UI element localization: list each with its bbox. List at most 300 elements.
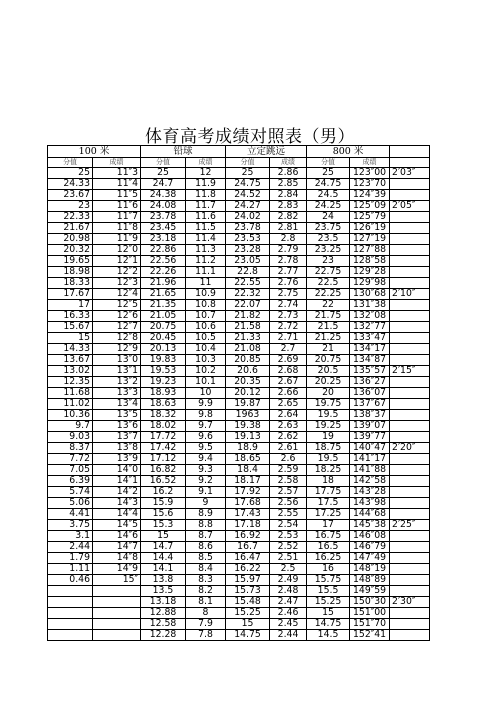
result-shot: 10.1: [186, 377, 226, 388]
score-shot: 15.3: [141, 520, 186, 531]
result-800m: 142″58: [350, 476, 390, 487]
score-100m: 11.68: [48, 388, 93, 399]
result-jump: 2.76: [270, 278, 307, 289]
result-jump: 2.65: [270, 399, 307, 410]
result-800m: 139″07: [350, 421, 390, 432]
table-row: [48, 388, 430, 399]
result-800m: 138″37: [350, 410, 390, 421]
result-shot: 11: [186, 278, 226, 289]
result-800m: 125″09: [350, 201, 390, 212]
subheader-row: [48, 158, 430, 168]
score-shot: 18.93: [141, 388, 186, 399]
result-800m: 125″79: [350, 212, 390, 223]
result-shot: 8: [186, 608, 226, 619]
result-800m: 150″30: [350, 597, 390, 608]
result-800m: 126″19: [350, 223, 390, 234]
table-row: [48, 355, 430, 366]
table-row: [48, 300, 430, 311]
score-100m: 4.41: [48, 509, 93, 520]
result-100m: 14″4: [93, 509, 141, 520]
score-jump: 17.18: [226, 520, 270, 531]
score-800m: 23.25: [307, 245, 350, 256]
score-jump: 25: [226, 168, 270, 179]
score-100m: 3.75: [48, 520, 93, 531]
note-800m: [390, 553, 430, 564]
result-shot: 11.9: [186, 179, 226, 190]
score-jump: 17.68: [226, 498, 270, 509]
result-800m: 149″59: [350, 586, 390, 597]
table-row: [48, 619, 430, 630]
table-row: [48, 344, 430, 355]
result-800m: 151″00: [350, 608, 390, 619]
result-jump: 2.86: [270, 168, 307, 179]
result-shot: 11.7: [186, 201, 226, 212]
result-shot: 11.2: [186, 256, 226, 267]
score-800m: 24.5: [307, 190, 350, 201]
result-jump: 2.6: [270, 454, 307, 465]
result-jump: 2.63: [270, 421, 307, 432]
score-100m: 9.7: [48, 421, 93, 432]
result-100m: 12″2: [93, 267, 141, 278]
note-800m: [390, 630, 430, 641]
table-row: [48, 267, 430, 278]
result-800m: 132″08: [350, 311, 390, 322]
score-100m: 7.72: [48, 454, 93, 465]
result-shot: 7.8: [186, 630, 226, 641]
note-800m: [390, 278, 430, 289]
score-shot: 23.45: [141, 223, 186, 234]
score-jump: 15: [226, 619, 270, 630]
note-800m: [390, 355, 430, 366]
table-row: [48, 520, 430, 531]
result-jump: 2.78: [270, 256, 307, 267]
score-jump: 15.25: [226, 608, 270, 619]
result-800m: 129″98: [350, 278, 390, 289]
score-shot: 13.18: [141, 597, 186, 608]
result-800m: 139″77: [350, 432, 390, 443]
result-shot: 11.1: [186, 267, 226, 278]
table-row: [48, 333, 430, 344]
result-100m: [93, 619, 141, 630]
result-shot: 8.7: [186, 531, 226, 542]
score-100m: [48, 608, 93, 619]
result-shot: 10.8: [186, 300, 226, 311]
note-800m: [390, 432, 430, 443]
score-800m: 18: [307, 476, 350, 487]
result-shot: 10.5: [186, 333, 226, 344]
result-100m: 13″2: [93, 377, 141, 388]
score-800m: 17.25: [307, 509, 350, 520]
score-jump: 21.33: [226, 333, 270, 344]
result-100m: 14″3: [93, 498, 141, 509]
score-100m: 11.02: [48, 399, 93, 410]
result-shot: 10: [186, 388, 226, 399]
note-800m: [390, 542, 430, 553]
score-100m: 17: [48, 300, 93, 311]
score-800m: 20.25: [307, 377, 350, 388]
score-800m: 24.25: [307, 201, 350, 212]
result-shot: 9.3: [186, 465, 226, 476]
result-shot: 10.4: [186, 344, 226, 355]
table-row: [48, 421, 430, 432]
score-jump: 24.75: [226, 179, 270, 190]
note-800m: [390, 454, 430, 465]
note-800m: 2′30″: [390, 597, 430, 608]
table-row: [48, 278, 430, 289]
result-100m: 12″9: [93, 344, 141, 355]
table-row: [48, 377, 430, 388]
score-100m: 12.35: [48, 377, 93, 388]
score-100m: 14.33: [48, 344, 93, 355]
table-row: [48, 289, 430, 300]
score-jump: 15.48: [226, 597, 270, 608]
score-shot: 18.02: [141, 421, 186, 432]
score-shot: 21.65: [141, 289, 186, 300]
score-shot: 14.7: [141, 542, 186, 553]
score-100m: 5.74: [48, 487, 93, 498]
result-800m: 152″41: [350, 630, 390, 641]
table-row: [48, 443, 430, 454]
result-shot: 8.2: [186, 586, 226, 597]
table-row: [48, 322, 430, 333]
note-800m: [390, 179, 430, 190]
score-800m: 15.5: [307, 586, 350, 597]
result-800m: 143″28: [350, 487, 390, 498]
result-800m: 141″88: [350, 465, 390, 476]
score-shot: 24.7: [141, 179, 186, 190]
header-standing-jump: 立定跳远: [226, 146, 307, 158]
note-800m: [390, 190, 430, 201]
result-100m: 15″: [93, 575, 141, 586]
score-table: [47, 145, 430, 641]
result-shot: 9.5: [186, 443, 226, 454]
result-100m: [93, 586, 141, 597]
note-800m: [390, 399, 430, 410]
result-shot: 9.4: [186, 454, 226, 465]
score-shot: 21.05: [141, 311, 186, 322]
result-jump: 2.51: [270, 553, 307, 564]
note-800m: [390, 377, 430, 388]
score-100m: 19.65: [48, 256, 93, 267]
note-800m: 2′20″: [390, 443, 430, 454]
sub-score: 分值: [48, 158, 93, 168]
score-100m: [48, 586, 93, 597]
score-jump: 16.22: [226, 564, 270, 575]
table-row: [48, 465, 430, 476]
result-800m: 141″17: [350, 454, 390, 465]
table-row: [48, 212, 430, 223]
score-shot: 21.35: [141, 300, 186, 311]
result-jump: 2.81: [270, 223, 307, 234]
header-100m: 100 米: [48, 146, 141, 158]
result-100m: 13″5: [93, 410, 141, 421]
table-row: [48, 234, 430, 245]
score-shot: 17.72: [141, 432, 186, 443]
score-100m: 2.44: [48, 542, 93, 553]
note-800m: [390, 234, 430, 245]
result-shot: 8.5: [186, 553, 226, 564]
result-800m: 124″39: [350, 190, 390, 201]
score-jump: 16.47: [226, 553, 270, 564]
result-shot: 11.4: [186, 234, 226, 245]
result-100m: 12″4: [93, 289, 141, 300]
table-row: [48, 553, 430, 564]
result-jump: 2.5: [270, 564, 307, 575]
score-jump: 24.02: [226, 212, 270, 223]
table-row: [48, 179, 430, 190]
score-shot: 23.18: [141, 234, 186, 245]
result-800m: 133″47: [350, 333, 390, 344]
result-800m: 129″28: [350, 267, 390, 278]
score-jump: 23.28: [226, 245, 270, 256]
header-shot-put: 铅球: [141, 146, 226, 158]
score-100m: 0.46: [48, 575, 93, 586]
score-shot: 17.12: [141, 454, 186, 465]
result-shot: 9.8: [186, 410, 226, 421]
score-100m: 20.98: [48, 234, 93, 245]
score-800m: 25: [307, 168, 350, 179]
result-800m: 128″58: [350, 256, 390, 267]
note-800m: 2′05″: [390, 201, 430, 212]
note-800m: [390, 410, 430, 421]
score-800m: 17.75: [307, 487, 350, 498]
result-100m: 14″5: [93, 520, 141, 531]
score-100m: 13.67: [48, 355, 93, 366]
result-100m: 11″4: [93, 179, 141, 190]
score-800m: 21.25: [307, 333, 350, 344]
result-shot: 12: [186, 168, 226, 179]
result-100m: 14″2: [93, 487, 141, 498]
result-100m: [93, 608, 141, 619]
result-jump: 2.62: [270, 432, 307, 443]
result-shot: 10.2: [186, 366, 226, 377]
score-shot: 24.38: [141, 190, 186, 201]
result-shot: 9: [186, 498, 226, 509]
score-800m: 23.5: [307, 234, 350, 245]
result-jump: 2.69: [270, 355, 307, 366]
score-100m: 3.1: [48, 531, 93, 542]
score-shot: 12.88: [141, 608, 186, 619]
sub-result: 成绩: [93, 158, 141, 168]
result-100m: 13″9: [93, 454, 141, 465]
score-100m: 23.67: [48, 190, 93, 201]
result-jump: 2.79: [270, 245, 307, 256]
score-jump: 15.97: [226, 575, 270, 586]
note-800m: [390, 344, 430, 355]
score-shot: 17.42: [141, 443, 186, 454]
table-row: [48, 168, 430, 179]
result-100m: 11″8: [93, 223, 141, 234]
score-800m: 18.25: [307, 465, 350, 476]
score-shot: 23.78: [141, 212, 186, 223]
score-jump: 17.43: [226, 509, 270, 520]
result-shot: 11.6: [186, 212, 226, 223]
score-800m: 15.75: [307, 575, 350, 586]
sub-score: 分值: [307, 158, 350, 168]
score-100m: 15: [48, 333, 93, 344]
result-jump: 2.54: [270, 520, 307, 531]
note-800m: 2′10″: [390, 289, 430, 300]
table-row: [48, 597, 430, 608]
note-800m: [390, 300, 430, 311]
note-800m: [390, 333, 430, 344]
score-jump: 22.55: [226, 278, 270, 289]
result-jump: 2.74: [270, 300, 307, 311]
result-shot: 8.3: [186, 575, 226, 586]
score-shot: 20.75: [141, 322, 186, 333]
table-row: [48, 542, 430, 553]
note-800m: [390, 465, 430, 476]
score-100m: 18.33: [48, 278, 93, 289]
score-jump: 22.32: [226, 289, 270, 300]
score-shot: 16.52: [141, 476, 186, 487]
score-100m: 10.36: [48, 410, 93, 421]
score-100m: 5.06: [48, 498, 93, 509]
score-shot: 19.53: [141, 366, 186, 377]
result-800m: 143″98: [350, 498, 390, 509]
score-100m: 24.33: [48, 179, 93, 190]
result-800m: 127″19: [350, 234, 390, 245]
score-shot: 25: [141, 168, 186, 179]
score-800m: 24.75: [307, 179, 350, 190]
score-jump: 16.7: [226, 542, 270, 553]
score-100m: [48, 619, 93, 630]
result-100m: 12″1: [93, 256, 141, 267]
score-800m: 14.75: [307, 619, 350, 630]
score-jump: 20.85: [226, 355, 270, 366]
score-100m: 21.67: [48, 223, 93, 234]
score-100m: 17.67: [48, 289, 93, 300]
score-shot: 14.4: [141, 553, 186, 564]
score-800m: 15: [307, 608, 350, 619]
result-800m: 127″88: [350, 245, 390, 256]
result-jump: 2.83: [270, 201, 307, 212]
result-800m: 136″27: [350, 377, 390, 388]
score-800m: 19: [307, 432, 350, 443]
note-800m: [390, 586, 430, 597]
note-800m: 2′03″: [390, 168, 430, 179]
score-jump: 15.73: [226, 586, 270, 597]
score-jump: 18.4: [226, 465, 270, 476]
score-800m: 20.5: [307, 366, 350, 377]
score-shot: 15: [141, 531, 186, 542]
result-jump: 2.53: [270, 531, 307, 542]
score-800m: 18.75: [307, 443, 350, 454]
score-100m: 1.79: [48, 553, 93, 564]
result-100m: 12″6: [93, 311, 141, 322]
note-800m: [390, 212, 430, 223]
note-800m: [390, 498, 430, 509]
result-800m: 146″79: [350, 542, 390, 553]
result-800m: 144″68: [350, 509, 390, 520]
score-shot: 19.23: [141, 377, 186, 388]
table-row: [48, 630, 430, 641]
score-800m: 20: [307, 388, 350, 399]
note-800m: [390, 421, 430, 432]
table-row: [48, 509, 430, 520]
result-100m: 14″1: [93, 476, 141, 487]
note-800m: [390, 608, 430, 619]
result-jump: 2.49: [270, 575, 307, 586]
score-jump: 23.78: [226, 223, 270, 234]
score-100m: 25: [48, 168, 93, 179]
result-100m: [93, 597, 141, 608]
score-jump: 1963: [226, 410, 270, 421]
result-jump: 2.58: [270, 476, 307, 487]
result-shot: 8.4: [186, 564, 226, 575]
table-row: [48, 432, 430, 443]
result-jump: 2.61: [270, 443, 307, 454]
score-shot: 21.96: [141, 278, 186, 289]
score-jump: 20.6: [226, 366, 270, 377]
sub-score: 分值: [141, 158, 186, 168]
result-shot: 9.1: [186, 487, 226, 498]
score-800m: 19.75: [307, 399, 350, 410]
table-row: [48, 487, 430, 498]
header-blank: [390, 146, 430, 158]
score-jump: 21.82: [226, 311, 270, 322]
note-800m: [390, 531, 430, 542]
result-100m: 14″9: [93, 564, 141, 575]
result-shot: 9.7: [186, 421, 226, 432]
result-jump: 2.52: [270, 542, 307, 553]
result-800m: 151″70: [350, 619, 390, 630]
header-800m: 800 米: [307, 146, 390, 158]
score-shot: 20.13: [141, 344, 186, 355]
score-shot: 12.58: [141, 619, 186, 630]
note-800m: [390, 619, 430, 630]
result-jump: 2.7: [270, 344, 307, 355]
result-shot: 11.3: [186, 245, 226, 256]
result-shot: 7.9: [186, 619, 226, 630]
score-shot: 16.82: [141, 465, 186, 476]
table-row: [48, 190, 430, 201]
table-row: [48, 608, 430, 619]
table-row: [48, 564, 430, 575]
note-800m: [390, 223, 430, 234]
result-shot: 10.3: [186, 355, 226, 366]
score-800m: 16.5: [307, 542, 350, 553]
result-jump: 2.77: [270, 267, 307, 278]
score-jump: 18.65: [226, 454, 270, 465]
note-800m: [390, 509, 430, 520]
score-shot: 22.86: [141, 245, 186, 256]
score-100m: 1.11: [48, 564, 93, 575]
result-100m: 14″7: [93, 542, 141, 553]
score-800m: 19.5: [307, 410, 350, 421]
score-100m: [48, 597, 93, 608]
score-jump: 22.8: [226, 267, 270, 278]
note-800m: [390, 245, 430, 256]
score-800m: 22.75: [307, 267, 350, 278]
result-shot: 8.8: [186, 520, 226, 531]
sub-score: 分值: [226, 158, 270, 168]
score-100m: 22.33: [48, 212, 93, 223]
result-shot: 10.7: [186, 311, 226, 322]
sub-result: 成绩: [270, 158, 307, 168]
table-row: [48, 498, 430, 509]
result-shot: 9.2: [186, 476, 226, 487]
score-800m: 21.75: [307, 311, 350, 322]
score-shot: 13.8: [141, 575, 186, 586]
score-800m: 23: [307, 256, 350, 267]
result-shot: 8.6: [186, 542, 226, 553]
table-row: [48, 531, 430, 542]
result-100m: 12″0: [93, 245, 141, 256]
result-800m: 134″87: [350, 355, 390, 366]
score-800m: 19.25: [307, 421, 350, 432]
result-shot: 11.8: [186, 190, 226, 201]
